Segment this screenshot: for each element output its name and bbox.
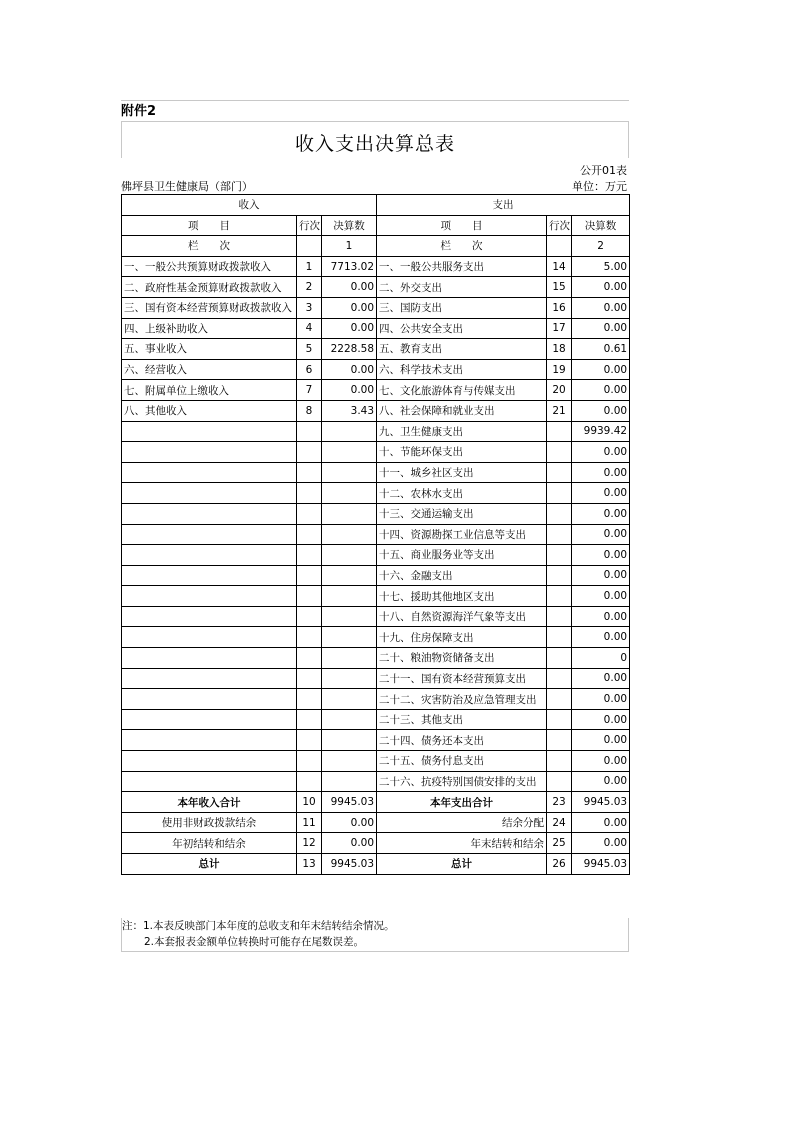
table-row bbox=[122, 483, 630, 504]
summary-row bbox=[122, 812, 630, 833]
expense-item: 十一、城乡社区支出 bbox=[377, 462, 547, 483]
summary-expense-item: 年末结转和结余 bbox=[377, 833, 547, 854]
income-row-no: 1 bbox=[297, 256, 322, 277]
income-item bbox=[122, 730, 297, 751]
summary-income-amount: 9945.03 bbox=[322, 854, 377, 875]
expense-item: 四、公共安全支出 bbox=[377, 318, 547, 339]
income-row-no bbox=[297, 730, 322, 751]
expense-row-no: 20 bbox=[547, 380, 572, 401]
income-amount bbox=[322, 524, 377, 545]
summary-income-amount: 0.00 bbox=[322, 812, 377, 833]
expense-item: 二十四、债务还本支出 bbox=[377, 730, 547, 751]
expense-row-no bbox=[547, 751, 572, 772]
expense-amount: 0.00 bbox=[572, 565, 630, 586]
expense-row-no bbox=[547, 668, 572, 689]
summary-expense-item: 总计 bbox=[377, 854, 547, 875]
income-row-no bbox=[297, 483, 322, 504]
empty-cell bbox=[297, 236, 322, 257]
income-item: 八、其他收入 bbox=[122, 400, 297, 421]
expense-row-no: 16 bbox=[547, 297, 572, 318]
income-item bbox=[122, 442, 297, 463]
income-amount bbox=[322, 689, 377, 710]
income-amount bbox=[322, 421, 377, 442]
income-item: 二、政府性基金预算财政拨款收入 bbox=[122, 277, 297, 298]
header-row-columns bbox=[122, 215, 630, 236]
table-row bbox=[122, 359, 630, 380]
expense-amount: 0.00 bbox=[572, 730, 630, 751]
income-amount: 0.00 bbox=[322, 318, 377, 339]
expense-item-header: 项 目 bbox=[377, 215, 547, 236]
expense-item: 二十六、抗疫特别国债安排的支出 bbox=[377, 771, 547, 792]
expense-row-no bbox=[547, 627, 572, 648]
income-item bbox=[122, 462, 297, 483]
income-row-no bbox=[297, 545, 322, 566]
summary-expense-item: 本年支出合计 bbox=[377, 792, 547, 813]
income-amount: 0.00 bbox=[322, 277, 377, 298]
expense-row-no: 17 bbox=[547, 318, 572, 339]
expense-amount: 0.00 bbox=[572, 709, 630, 730]
summary-expense-row-no: 26 bbox=[547, 854, 572, 875]
income-item bbox=[122, 524, 297, 545]
expense-amount: 0.00 bbox=[572, 483, 630, 504]
income-amount: 2228.58 bbox=[322, 339, 377, 360]
annex-label: 附件2 bbox=[121, 100, 629, 122]
income-amount bbox=[322, 545, 377, 566]
expense-amount: 0.00 bbox=[572, 442, 630, 463]
budget-table bbox=[121, 194, 630, 875]
income-item bbox=[122, 586, 297, 607]
income-column-label: 栏 次 bbox=[122, 236, 297, 257]
expense-amount: 0.00 bbox=[572, 606, 630, 627]
expense-amount: 0.00 bbox=[572, 318, 630, 339]
income-row-no: 6 bbox=[297, 359, 322, 380]
income-row-no: 8 bbox=[297, 400, 322, 421]
expense-amount: 0.00 bbox=[572, 400, 630, 421]
income-amount: 0.00 bbox=[322, 297, 377, 318]
expense-row-no bbox=[547, 771, 572, 792]
income-row-no bbox=[297, 503, 322, 524]
empty-cell bbox=[547, 236, 572, 257]
income-amount bbox=[322, 503, 377, 524]
income-amount bbox=[322, 668, 377, 689]
table-row bbox=[122, 462, 630, 483]
page-title: 收入支出决算总表 bbox=[294, 133, 455, 155]
income-row-no: 2 bbox=[297, 277, 322, 298]
table-row bbox=[122, 545, 630, 566]
income-amount bbox=[322, 627, 377, 648]
income-row-no bbox=[297, 668, 322, 689]
table-row bbox=[122, 689, 630, 710]
expense-row-no bbox=[547, 565, 572, 586]
table-row bbox=[122, 297, 630, 318]
table-row bbox=[122, 606, 630, 627]
expense-row-no bbox=[547, 421, 572, 442]
summary-row bbox=[122, 792, 630, 813]
expense-item: 十七、援助其他地区支出 bbox=[377, 586, 547, 607]
table-row bbox=[122, 648, 630, 669]
expense-amount: 0.00 bbox=[572, 359, 630, 380]
expense-amount: 0.00 bbox=[572, 277, 630, 298]
summary-expense-row-no: 25 bbox=[547, 833, 572, 854]
income-amount bbox=[322, 462, 377, 483]
expense-amount: 0.00 bbox=[572, 668, 630, 689]
income-row-no bbox=[297, 442, 322, 463]
income-row-no bbox=[297, 421, 322, 442]
income-item bbox=[122, 771, 297, 792]
expense-amount: 9939.42 bbox=[572, 421, 630, 442]
income-row-no bbox=[297, 606, 322, 627]
expense-row-no bbox=[547, 689, 572, 710]
table-row bbox=[122, 565, 630, 586]
expense-item: 十三、交通运输支出 bbox=[377, 503, 547, 524]
table-row bbox=[122, 771, 630, 792]
table-row bbox=[122, 339, 630, 360]
expense-row-no bbox=[547, 483, 572, 504]
income-item: 一、一般公共预算财政拨款收入 bbox=[122, 256, 297, 277]
income-item: 六、经营收入 bbox=[122, 359, 297, 380]
expense-item: 十二、农林水支出 bbox=[377, 483, 547, 504]
expense-row-no bbox=[547, 462, 572, 483]
summary-income-row-no: 10 bbox=[297, 792, 322, 813]
income-row-no bbox=[297, 627, 322, 648]
expense-header: 支出 bbox=[377, 195, 630, 216]
expense-amount: 0.00 bbox=[572, 751, 630, 772]
income-amount bbox=[322, 586, 377, 607]
table-row bbox=[122, 524, 630, 545]
income-item bbox=[122, 606, 297, 627]
header-row-column-index bbox=[122, 236, 630, 257]
expense-item: 二十五、债务付息支出 bbox=[377, 751, 547, 772]
expense-amount: 0.00 bbox=[572, 524, 630, 545]
expense-item: 二十一、国有资本经营预算支出 bbox=[377, 668, 547, 689]
expense-amount-header: 决算数 bbox=[572, 215, 630, 236]
expense-item: 二十、粮油物资储备支出 bbox=[377, 648, 547, 669]
income-item bbox=[122, 421, 297, 442]
income-item bbox=[122, 565, 297, 586]
summary-income-amount: 0.00 bbox=[322, 833, 377, 854]
summary-expense-amount: 9945.03 bbox=[572, 854, 630, 875]
income-row-no bbox=[297, 524, 322, 545]
expense-amount: 0.00 bbox=[572, 627, 630, 648]
expense-item: 二、外交支出 bbox=[377, 277, 547, 298]
expense-row-no bbox=[547, 586, 572, 607]
income-item bbox=[122, 689, 297, 710]
expense-item: 七、文化旅游体育与传媒支出 bbox=[377, 380, 547, 401]
income-amount bbox=[322, 751, 377, 772]
table-row bbox=[122, 421, 630, 442]
expense-item: 三、国防支出 bbox=[377, 297, 547, 318]
income-item bbox=[122, 648, 297, 669]
note-2: 2.本套报表金额单位转换时可能存在尾数误差。 bbox=[144, 936, 365, 948]
expense-item: 十、节能环保支出 bbox=[377, 442, 547, 463]
expense-item: 二十三、其他支出 bbox=[377, 709, 547, 730]
expense-column-index: 2 bbox=[572, 236, 630, 257]
income-item: 七、附属单位上缴收入 bbox=[122, 380, 297, 401]
income-amount bbox=[322, 730, 377, 751]
table-row bbox=[122, 709, 630, 730]
income-row-no bbox=[297, 689, 322, 710]
expense-amount: 0.00 bbox=[572, 771, 630, 792]
table-row bbox=[122, 442, 630, 463]
table-row bbox=[122, 256, 630, 277]
income-item bbox=[122, 627, 297, 648]
income-row-no: 4 bbox=[297, 318, 322, 339]
summary-expense-amount: 0.00 bbox=[572, 833, 630, 854]
income-row-no bbox=[297, 648, 322, 669]
income-item bbox=[122, 483, 297, 504]
income-row-no bbox=[297, 586, 322, 607]
department-name: 佛坪县卫生健康局（部门） bbox=[121, 180, 253, 193]
summary-expense-item: 结余分配 bbox=[377, 812, 547, 833]
expense-amount: 0.00 bbox=[572, 462, 630, 483]
summary-row bbox=[122, 854, 630, 875]
summary-row bbox=[122, 833, 630, 854]
income-row-no bbox=[297, 565, 322, 586]
expense-item: 九、卫生健康支出 bbox=[377, 421, 547, 442]
summary-income-item: 年初结转和结余 bbox=[122, 833, 297, 854]
expense-row-no bbox=[547, 606, 572, 627]
income-amount bbox=[322, 565, 377, 586]
expense-row-no bbox=[547, 524, 572, 545]
expense-row-no bbox=[547, 730, 572, 751]
expense-row-no-header: 行次 bbox=[547, 215, 572, 236]
income-item: 五、事业收入 bbox=[122, 339, 297, 360]
income-row-no bbox=[297, 751, 322, 772]
expense-item: 十四、资源勘探工业信息等支出 bbox=[377, 524, 547, 545]
income-row-no-header: 行次 bbox=[297, 215, 322, 236]
income-amount bbox=[322, 709, 377, 730]
expense-amount: 0.00 bbox=[572, 545, 630, 566]
expense-row-no: 15 bbox=[547, 277, 572, 298]
income-item bbox=[122, 668, 297, 689]
expense-row-no bbox=[547, 442, 572, 463]
expense-column-label: 栏 次 bbox=[377, 236, 547, 257]
income-item bbox=[122, 709, 297, 730]
expense-row-no bbox=[547, 545, 572, 566]
summary-income-item: 本年收入合计 bbox=[122, 792, 297, 813]
table-row bbox=[122, 318, 630, 339]
income-row-no: 5 bbox=[297, 339, 322, 360]
summary-income-amount: 9945.03 bbox=[322, 792, 377, 813]
summary-income-row-no: 11 bbox=[297, 812, 322, 833]
expense-amount: 0.00 bbox=[572, 297, 630, 318]
income-amount: 7713.02 bbox=[322, 256, 377, 277]
expense-row-no bbox=[547, 503, 572, 524]
expense-item: 一、一般公共服务支出 bbox=[377, 256, 547, 277]
expense-amount: 5.00 bbox=[572, 256, 630, 277]
table-row bbox=[122, 586, 630, 607]
expense-row-no: 21 bbox=[547, 400, 572, 421]
summary-income-item: 使用非财政拨款结余 bbox=[122, 812, 297, 833]
income-amount: 3.43 bbox=[322, 400, 377, 421]
summary-expense-amount: 9945.03 bbox=[572, 792, 630, 813]
income-amount bbox=[322, 606, 377, 627]
income-row-no bbox=[297, 709, 322, 730]
income-item-header: 项 目 bbox=[122, 215, 297, 236]
income-amount: 0.00 bbox=[322, 380, 377, 401]
unit-label: 单位：万元 bbox=[572, 180, 627, 193]
income-amount bbox=[322, 771, 377, 792]
expense-amount: 0.61 bbox=[572, 339, 630, 360]
expense-row-no bbox=[547, 648, 572, 669]
income-row-no bbox=[297, 462, 322, 483]
income-item: 三、国有资本经营预算财政拨款收入 bbox=[122, 297, 297, 318]
income-amount bbox=[322, 442, 377, 463]
expense-item: 二十二、灾害防治及应急管理支出 bbox=[377, 689, 547, 710]
table-row bbox=[122, 730, 630, 751]
summary-income-row-no: 13 bbox=[297, 854, 322, 875]
summary-expense-row-no: 24 bbox=[547, 812, 572, 833]
table-row bbox=[122, 277, 630, 298]
income-item bbox=[122, 751, 297, 772]
expense-row-no: 18 bbox=[547, 339, 572, 360]
summary-expense-amount: 0.00 bbox=[572, 812, 630, 833]
income-row-no bbox=[297, 771, 322, 792]
income-header: 收入 bbox=[122, 195, 377, 216]
income-amount bbox=[322, 483, 377, 504]
income-amount-header: 决算数 bbox=[322, 215, 377, 236]
income-item bbox=[122, 503, 297, 524]
summary-income-row-no: 12 bbox=[297, 833, 322, 854]
table-row bbox=[122, 627, 630, 648]
income-column-index: 1 bbox=[322, 236, 377, 257]
table-row bbox=[122, 751, 630, 772]
expense-item: 十五、商业服务业等支出 bbox=[377, 545, 547, 566]
expense-item: 八、社会保障和就业支出 bbox=[377, 400, 547, 421]
expense-amount: 0.00 bbox=[572, 586, 630, 607]
header-row-group bbox=[122, 195, 630, 216]
expense-item: 十九、住房保障支出 bbox=[377, 627, 547, 648]
summary-income-item: 总计 bbox=[122, 854, 297, 875]
income-item bbox=[122, 545, 297, 566]
expense-amount: 0.00 bbox=[572, 503, 630, 524]
expense-row-no bbox=[547, 709, 572, 730]
notes bbox=[121, 918, 629, 952]
expense-row-no: 14 bbox=[547, 256, 572, 277]
income-amount bbox=[322, 648, 377, 669]
table-row bbox=[122, 503, 630, 524]
expense-item: 六、科学技术支出 bbox=[377, 359, 547, 380]
expense-amount: 0 bbox=[572, 648, 630, 669]
expense-item: 五、教育支出 bbox=[377, 339, 547, 360]
income-row-no: 3 bbox=[297, 297, 322, 318]
form-number: 公开01表 bbox=[580, 164, 627, 177]
expense-amount: 0.00 bbox=[572, 380, 630, 401]
income-item: 四、上级补助收入 bbox=[122, 318, 297, 339]
expense-row-no: 19 bbox=[547, 359, 572, 380]
income-amount: 0.00 bbox=[322, 359, 377, 380]
summary-expense-row-no: 23 bbox=[547, 792, 572, 813]
expense-amount: 0.00 bbox=[572, 689, 630, 710]
expense-item: 十八、自然资源海洋气象等支出 bbox=[377, 606, 547, 627]
income-row-no: 7 bbox=[297, 380, 322, 401]
table-row bbox=[122, 400, 630, 421]
table-row bbox=[122, 668, 630, 689]
table-row bbox=[122, 380, 630, 401]
expense-item: 十六、金融支出 bbox=[377, 565, 547, 586]
note-1: 注：1.本表反映部门本年度的总收支和年末结转结余情况。 bbox=[122, 920, 395, 932]
